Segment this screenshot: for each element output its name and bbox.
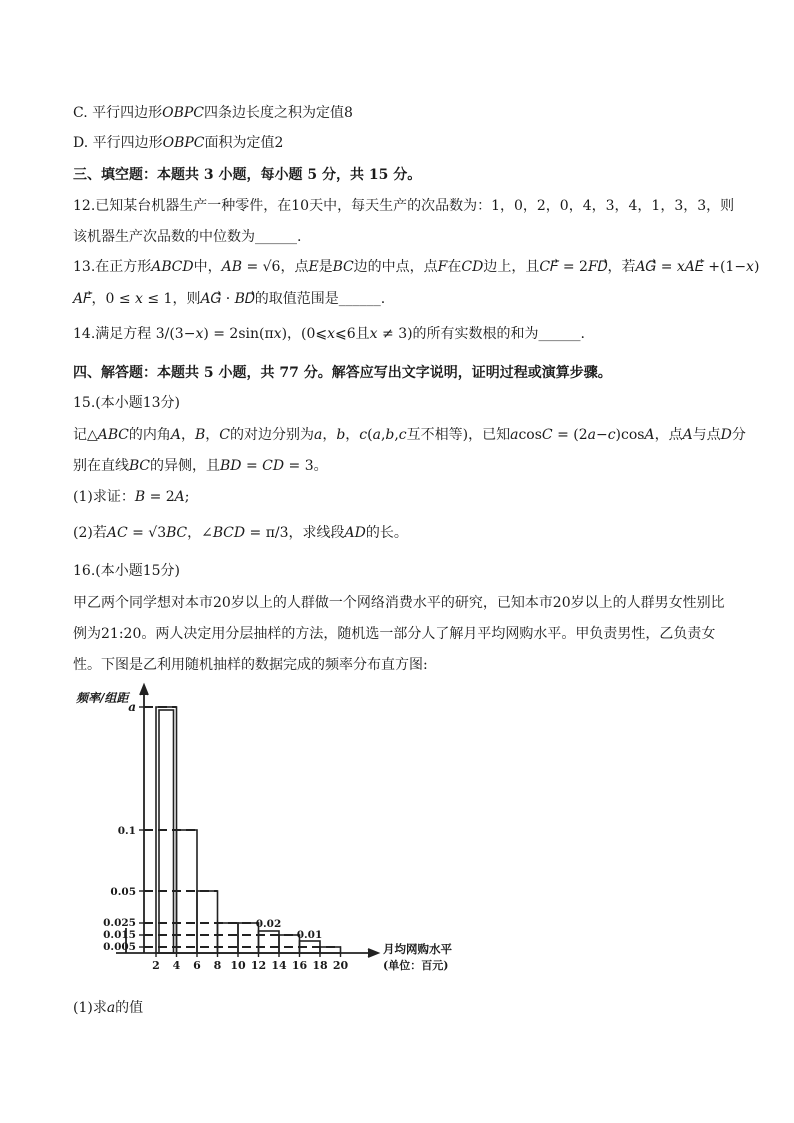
- y-tick-label: a: [128, 700, 136, 714]
- q15-part2: (2)若𝐴𝐶 = √3𝐵𝐶，∠𝐵𝐶𝐷 = π/3，求线段𝐴𝐷的长。: [73, 525, 408, 541]
- section4-heading: 四、解答题：本题共 5 小题，共 77 分。解答应写出文字说明，证明过程或演算步骤。: [73, 365, 612, 381]
- x-axis-title: 月均网购水平: [383, 942, 452, 956]
- x-axis-arrow: [368, 949, 378, 957]
- q16-line1: 甲乙两个同学想对本市20岁以上的人群做一个网络消费水平的研究，已知本市20岁以上的人群男女性别比: [73, 595, 725, 611]
- x-tick-label: 4: [172, 959, 181, 972]
- x-tick-label: 12: [250, 959, 267, 972]
- x-tick-label: 2: [152, 959, 160, 972]
- y-axis-arrow: [140, 685, 148, 695]
- bar-label: 0.01: [296, 929, 323, 941]
- x-tick-label: 16: [291, 959, 308, 972]
- y-tick-label: 0.005: [103, 941, 136, 953]
- x-tick-label: 8: [213, 959, 222, 972]
- x-axis-unit: (单位：百元): [383, 959, 449, 972]
- q16-line3: 性。下图是乙利用随机抽样的数据完成的频率分布直方图:: [73, 657, 428, 673]
- option-d: D. 平行四边形𝑂𝐵𝑃𝐶面积为定值2: [73, 135, 284, 151]
- y-tick-label: 0.05: [110, 886, 136, 898]
- q15-line1: 记△𝐴𝐵𝐶的内角𝐴，𝐵，𝐶的对边分别为𝑎，𝑏，𝑐(𝑎,𝑏,𝑐互不相等)，已知𝑎cos𝐶 = (2𝑎−𝑐)cos𝐴，点𝐴与点𝐷分: [73, 427, 746, 443]
- frequency-histogram: [70, 680, 490, 980]
- x-tick-label: 6: [193, 959, 201, 972]
- x-tick-label: 14: [271, 959, 287, 972]
- y-axis-title: 频率/组距: [76, 691, 129, 705]
- q16-line2: 例为21:20。两人决定用分层抽样的方法，随机选一部分人了解月平均网购水平。甲负责男性，乙负责女: [73, 626, 716, 642]
- q13-line2: 𝐴𝐹⃗，0 ≤ 𝑥 ≤ 1，则𝐴𝐺⃗ · 𝐵𝐷⃗的取值范围是______.: [73, 291, 386, 307]
- y-tick-label: 0.1: [117, 825, 136, 837]
- option-c: C. 平行四边形𝑂𝐵𝑃𝐶四条边长度之积为定值8: [73, 105, 353, 121]
- y-tick-label: 0.015: [103, 929, 136, 941]
- q15-line2: 别在直线𝐵𝐶的异侧，且𝐵𝐷 = 𝐶𝐷 = 3。: [73, 458, 328, 474]
- q15-title: 15.(本小题13分): [73, 395, 181, 411]
- y-tick-label: 0.025: [103, 917, 136, 929]
- x-tick-label: 18: [312, 959, 328, 972]
- histogram-bar-inner-outline: [159, 710, 174, 953]
- q16-part1: (1)求𝑎的值: [73, 1000, 144, 1016]
- q15-part1: (1)求证：𝐵 = 2𝐴;: [73, 489, 190, 505]
- bar-label: 0.02: [255, 918, 282, 930]
- q12-line2: 该机器生产次品数的中位数为______.: [73, 229, 302, 245]
- x-tick-label: 10: [230, 959, 246, 972]
- q16-title: 16.(本小题15分): [73, 563, 181, 579]
- histogram-bar: [218, 923, 239, 953]
- q12-line1: 12.已知某台机器生产一种零件，在10天中，每天生产的次品数为：1，0，2，0，4，3，4，1，3，3，则: [73, 198, 735, 214]
- section3-heading: 三、填空题：本题共 3 小题，每小题 5 分，共 15 分。: [73, 167, 422, 183]
- q13-line1: 13.在正方形𝐴𝐵𝐶𝐷中，𝐴𝐵 = √6，点𝐸是𝐵𝐶边的中点，点𝐹在𝐶𝐷边上，且𝐶𝐹⃗ = 2𝐹𝐷⃗，若𝐴𝐺⃗ = 𝑥𝐴𝐸⃗ +(1−𝑥): [73, 259, 760, 275]
- x-tick-label: 20: [332, 959, 349, 972]
- q14-line: 14.满足方程 3/(3−𝑥) = 2sin(π𝑥)，(0⩽𝑥⩽6且𝑥 ≠ 3)的所有实数根的和为______.: [73, 326, 586, 342]
